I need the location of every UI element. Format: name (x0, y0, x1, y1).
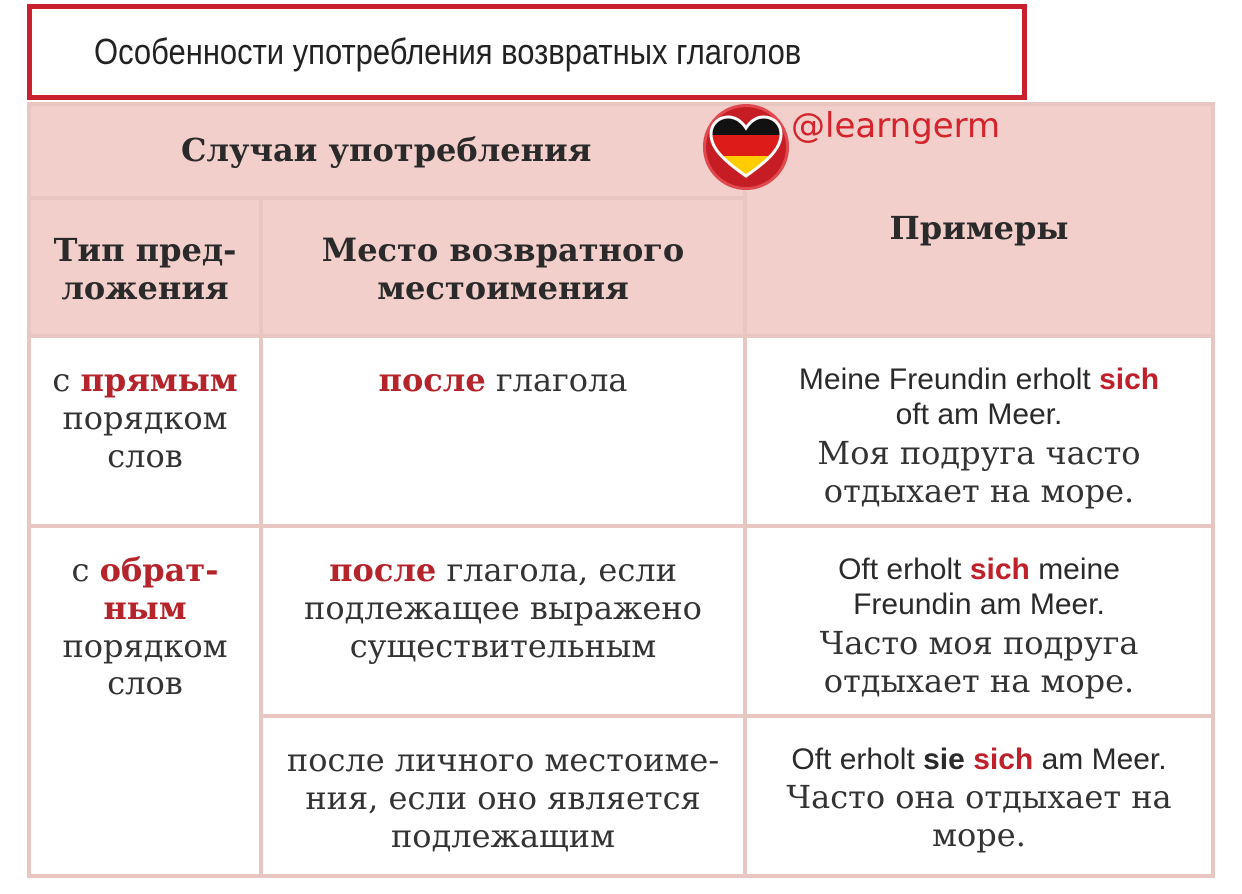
direct-type-line1 (31, 362, 259, 400)
pronoun-example-de-line1 (747, 742, 1211, 777)
noun-example-de-line2: Freundin am Meer. (853, 588, 1105, 622)
pronoun-example-de-sich: sich (973, 743, 1034, 776)
header-examples-label: Примеры (889, 209, 1069, 247)
inverse-type-line3: порядком (62, 626, 228, 665)
pronoun-example-ru-line2: море. (932, 816, 1026, 855)
direct-type-line2: порядком (62, 398, 228, 437)
direct-example-de-sich: sich (1099, 363, 1160, 396)
header-sentence-type (31, 200, 259, 334)
cell-direct-example (747, 338, 1211, 524)
cell-direct-type (31, 338, 259, 524)
noun-example-de-part2: meine (1038, 553, 1120, 586)
noun-example-ru-line1: Часто моя подруга (819, 623, 1139, 662)
direct-example-ru-line1: Моя подруга часто (817, 433, 1141, 472)
direct-example-de-line1 (747, 362, 1211, 397)
header-cases (31, 106, 743, 196)
pronoun-place-line1: после личного местоиме- (286, 741, 720, 779)
pronoun-example-de-part1: Oft erholt (791, 743, 915, 776)
brand-handle: @learngerm (791, 106, 1001, 146)
rules-table (27, 102, 1215, 878)
noun-place-line1 (263, 552, 743, 590)
direct-example-de-line2: oft am Meer. (895, 398, 1063, 432)
pronoun-example-de-part2: am Meer. (1041, 743, 1167, 776)
header-place-line1: Место возвратного (321, 231, 685, 269)
pronoun-example-de-sie: sie (923, 743, 965, 776)
header-place-line2: местоимения (377, 268, 629, 307)
header-sentence-type-line2: ложения (61, 268, 229, 307)
inverse-type-highlight-2: ным (103, 588, 187, 627)
pronoun-place-line2: ния, если оно является (305, 778, 701, 817)
pronoun-example-ru-line1: Часто она отдыхает на (786, 778, 1172, 817)
noun-place-highlight: после (329, 551, 437, 589)
noun-example-de-part1: Oft erholt (838, 553, 962, 586)
inverse-type-highlight-1: обрат- (99, 551, 219, 589)
noun-place-line3: существительным (349, 626, 657, 665)
header-pronoun-place (263, 200, 743, 334)
german-flag-heart-icon (703, 104, 789, 190)
header-sentence-type-line1: Тип пред- (53, 231, 237, 269)
header-cases-label: Случаи употребления (181, 131, 592, 170)
brand-watermark (703, 104, 1033, 190)
cell-inverse-pronoun-example (747, 718, 1211, 874)
direct-example-ru-line2: отдыхает на море. (823, 471, 1135, 510)
inverse-type-prefix: с (71, 551, 90, 589)
title-box (27, 4, 1027, 100)
cell-inverse-noun-example (747, 528, 1211, 714)
page-title: Особенности употребления возвратных глаголов (94, 31, 802, 72)
inverse-type-line1 (31, 552, 259, 590)
brand-badge (703, 104, 789, 190)
noun-place-text: глагола, если (446, 551, 677, 589)
direct-type-line3: слов (107, 436, 183, 475)
cell-inverse-pronoun-place (263, 718, 743, 874)
direct-place-highlight: после (378, 361, 486, 399)
cell-direct-place (263, 338, 743, 524)
noun-example-de-sich: sich (969, 553, 1030, 586)
direct-place-text: глагола (495, 361, 628, 399)
cell-inverse-type (31, 528, 259, 874)
direct-type-highlight: прямым (80, 361, 238, 399)
cell-inverse-noun-place (263, 528, 743, 714)
direct-type-prefix: с (52, 361, 71, 399)
noun-example-ru-line2: отдыхает на море. (823, 661, 1135, 700)
noun-example-de-line1 (747, 552, 1211, 587)
noun-place-line2: подлежащее выражено (304, 588, 702, 627)
inverse-type-line4: слов (107, 664, 183, 703)
direct-example-de-part1: Meine Freundin erholt (798, 363, 1091, 396)
pronoun-place-line3: подлежащим (390, 816, 616, 855)
